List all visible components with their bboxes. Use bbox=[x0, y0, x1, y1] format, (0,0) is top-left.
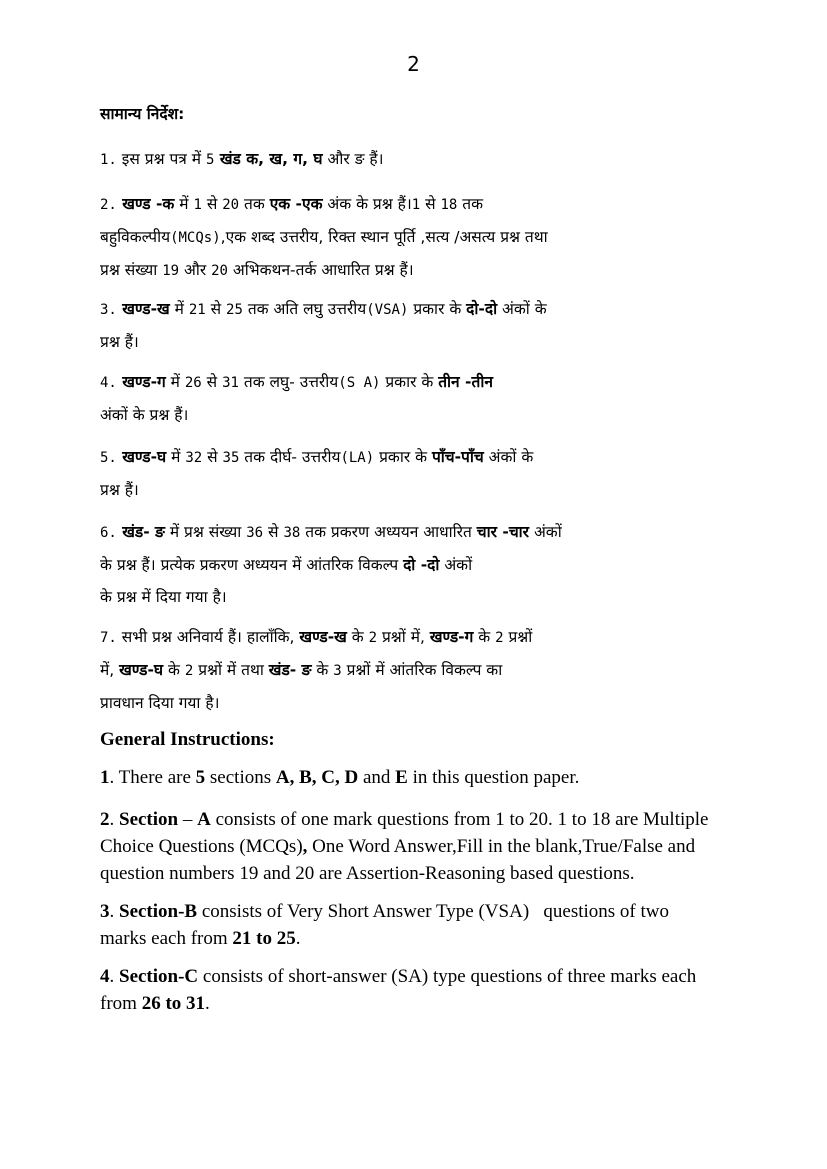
english-instruction-2: 2. Section – A consists of one mark questions from 1 to 20. 1 to 18 are Multiple Choice Questions (MCQs), One Word Answer,Fill in the blank,True/False and question numbers 19 and 20 are Assertion-Reasoning based questions. bbox=[100, 809, 709, 884]
item-number: 4 bbox=[100, 966, 110, 987]
english-heading: General Instructions: bbox=[100, 729, 275, 750]
hindi-instruction-1: 1. इस प्रश्न पत्र में 5 खंड क, ख, ग, घ और ङ हैं। bbox=[100, 150, 384, 168]
item-number: 2 bbox=[100, 809, 110, 830]
item-number: 5. bbox=[100, 450, 117, 466]
item-number: 6. bbox=[100, 525, 117, 541]
hindi-instruction-3: 3. खण्ड-ख में 21 से 25 तक अति लघु उत्तरीय(VSA) प्रकार के दो-दो अंकों के प्रश्न हैं। bbox=[100, 300, 547, 351]
hindi-instruction-4: 4. खण्ड-ग में 26 से 31 तक लघु- उत्तरीय(S A) प्रकार के तीन -तीन अंकों के प्रश्न हैं। bbox=[100, 373, 493, 424]
item-number: 2. bbox=[100, 197, 117, 213]
english-instruction-1: 1. There are 5 sections A, B, C, D and E in this question paper. bbox=[100, 767, 580, 788]
item-number: 1. bbox=[100, 152, 117, 168]
page-number: 2 bbox=[407, 52, 420, 76]
hindi-heading-block bbox=[100, 98, 740, 130]
item-number: 3 bbox=[100, 901, 110, 922]
item-number: 7. bbox=[100, 630, 117, 646]
hindi-heading: सामान्य निर्देश: bbox=[100, 105, 185, 123]
item-number: 3. bbox=[100, 302, 117, 318]
english-instruction-3: 3. Section-B consists of Very Short Answer Type (VSA) questions of two marks each from 21 to 25. bbox=[100, 901, 670, 949]
english-instruction-4: 4. Section-C consists of short-answer (SA) type questions of three marks each from 26 to 31. bbox=[100, 966, 697, 1014]
hindi-instruction-6: 6. खंड- ङ में प्रश्न संख्या 36 से 38 तक प्रकरण अध्ययन आधारित चार -चार अंकों के प्रश्न हैं। प्रत्येक प्रकरण अध्ययन में आंतरिक विकल्प दो -दो अंकों के प्रश्न में दिया गया है। bbox=[100, 523, 562, 606]
item-number: 4. bbox=[100, 375, 117, 391]
hindi-instruction-7: 7. सभी प्रश्न अनिवार्य हैं। हालाँकि, खण्ड-ख के 2 प्रश्नों में, खण्ड-ग के 2 प्रश्नों में, खण्ड-घ के 2 प्रश्नों में तथा खंड- ङ के 3 प्रश्नों में आंतरिक विकल्प का प्रावधान दिया गया है। bbox=[100, 628, 533, 712]
hindi-instruction-5: 5. खण्ड-घ में 32 से 35 तक दीर्घ- उत्तरीय(LA) प्रकार के पाँच-पाँच अंकों के प्रश्न हैं। bbox=[100, 448, 534, 499]
item-number: 1 bbox=[100, 767, 110, 788]
hindi-instruction-2: 2. खण्ड -क में 1 से 20 तक एक -एक अंक के प्रश्न हैं।1 से 18 तक बहुविकल्पीय(MCQs),एक शब्द उत्तरीय, रिक्त स्थान पूर्ति ,सत्य /असत्य प्रश्न तथा प्रश्न संख्या 19 और 20 अभिकथन-तर्क आधारित प्रश्न हैं। bbox=[100, 195, 548, 279]
english-heading-block bbox=[100, 726, 740, 753]
